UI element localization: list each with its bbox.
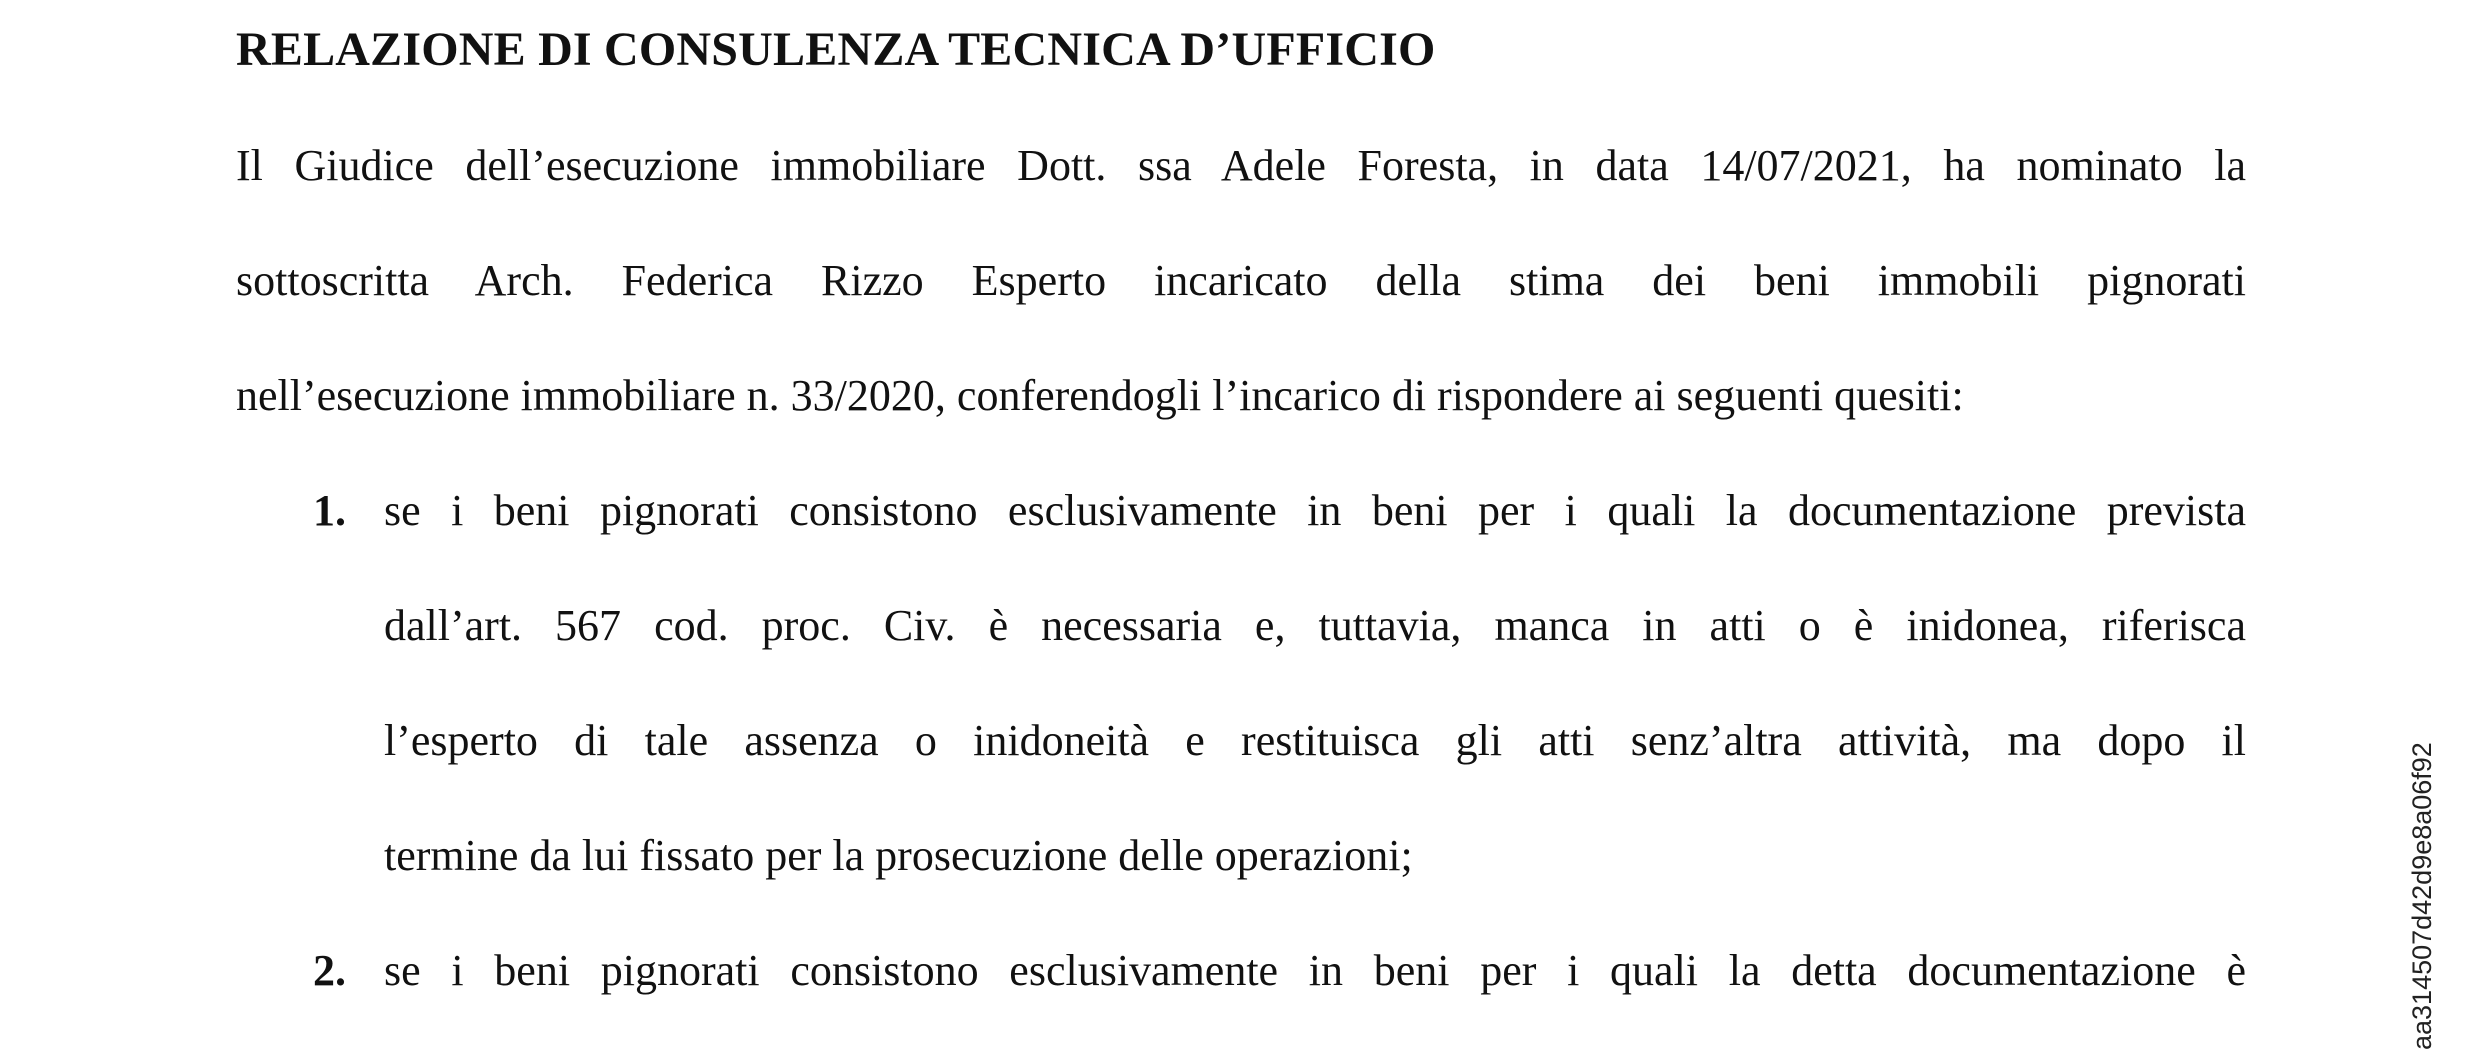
intro-line: Il Giudice dell’esecuzione immobiliare Dott. ssa Adele Foresta, in data 14/07/2021, ha nominato la <box>236 141 2246 190</box>
intro-line: nell’esecuzione immobiliare n. 33/2020, conferendogli l’incarico di rispondere ai seguenti quesiti: <box>236 371 1964 420</box>
document-hash-watermark <box>2402 720 2442 1050</box>
watermark-code: aa314507d42d9e8a06f92 <box>2407 742 2437 1050</box>
list-item-line: dall’art. 567 cod. proc. Civ. è necessaria e, tuttavia, manca in atti o è inidonea, riferisca <box>384 601 2246 650</box>
list-item-line: l’esperto di tale assenza o inidoneità e restituisca gli atti senz’altra attività, ma dopo il <box>384 716 2246 765</box>
list-item-line: se i beni pignorati consistono esclusivamente in beni per i quali la detta documentazione è <box>384 946 2246 995</box>
document-title: RELAZIONE DI CONSULENZA TECNICA D’UFFICIO <box>236 23 1436 76</box>
intro-line: sottoscritta Arch. Federica Rizzo Esperto incaricato della stima dei beni immobili pignorati <box>236 256 2246 305</box>
list-item-body <box>384 913 2246 1028</box>
list-item-number: 1. <box>313 486 346 535</box>
intro-paragraph <box>236 108 2246 453</box>
list-item <box>236 913 2246 1028</box>
quesiti-list <box>236 453 2246 1028</box>
list-item-number: 2. <box>313 946 346 995</box>
list-item-body <box>384 453 2246 913</box>
list-item-line: se i beni pignorati consistono esclusivamente in beni per i quali la documentazione prevista <box>384 486 2246 535</box>
list-item <box>236 453 2246 913</box>
list-item-line: termine da lui fissato per la prosecuzione delle operazioni; <box>384 831 1413 880</box>
